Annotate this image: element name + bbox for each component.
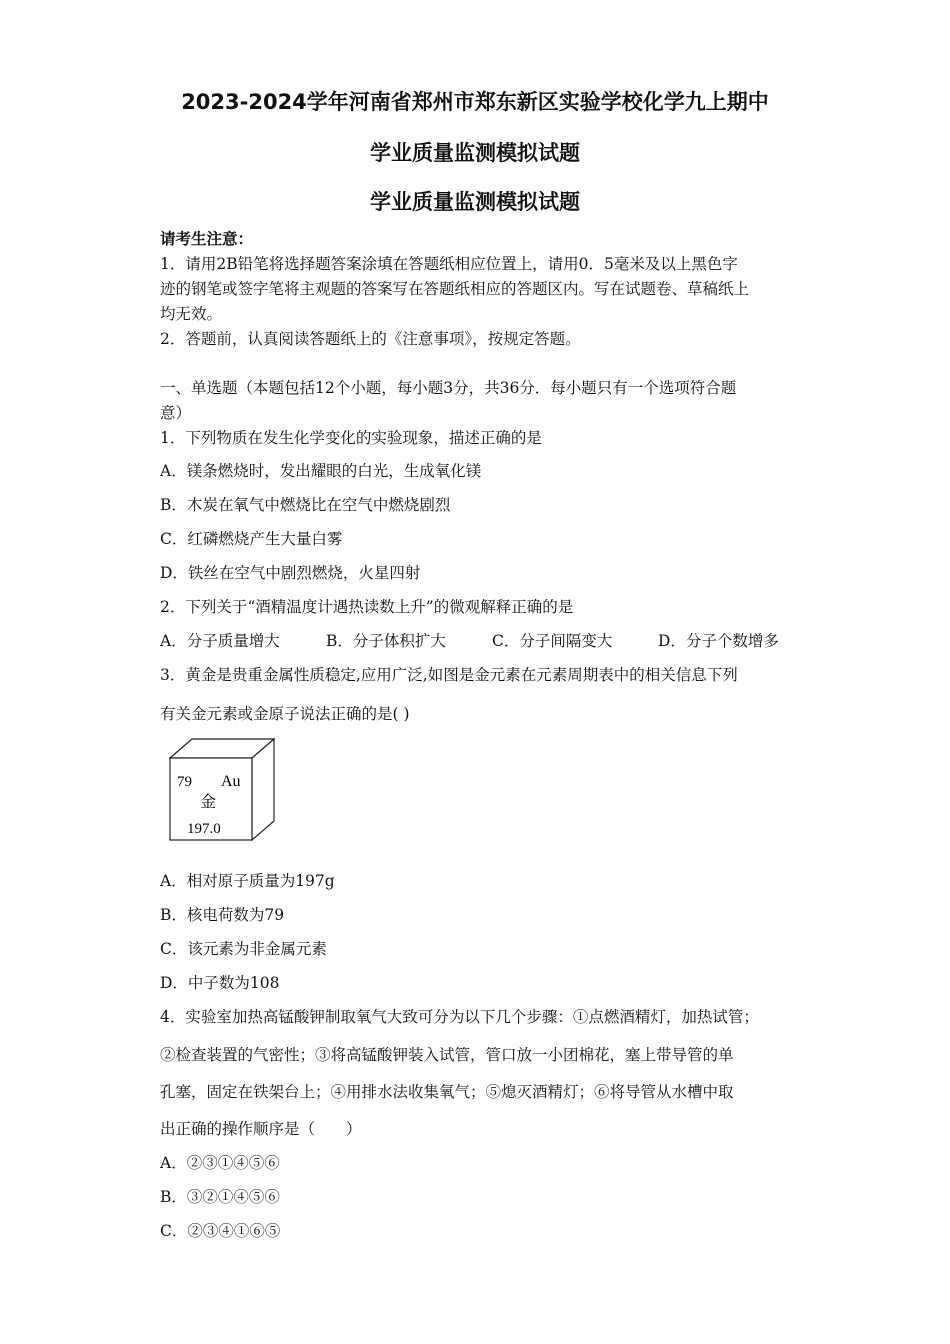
notice-item-1-line-1: 1．请用2B铅笔将选择题答案涂填在答题纸相应位置上，请用0．5毫米及以上黑色字 <box>160 255 738 273</box>
q4-stem-line-4: 出正确的操作顺序是（ ） <box>160 1120 362 1138</box>
notice-item-1-line-3: 均无效。 <box>160 305 223 323</box>
q3-option-c: C．该元素为非金属元素 <box>160 940 327 958</box>
q4-option-c: C．②③④①⑥⑤ <box>160 1222 281 1240</box>
q2-option-d: D．分子个数增多 <box>658 632 779 650</box>
q2-option-b: B．分子体积扩大 <box>326 632 446 650</box>
element-card-gold <box>160 736 280 844</box>
q2-option-c: C．分子间隔变大 <box>492 632 613 650</box>
notice-item-2: 2．答题前，认真阅读答题纸上的《注意事项》，按规定答题。 <box>160 330 581 348</box>
q4-option-a: A．②③①④⑤⑥ <box>160 1154 280 1172</box>
q1-option-b: B．木炭在氧气中燃烧比在空气中燃烧剧烈 <box>160 496 451 514</box>
q4-option-b: B．③②①④⑤⑥ <box>160 1188 280 1206</box>
q3-stem-line-1: 3．黄金是贵重金属性质稳定,应用广泛,如图是金元素在元素周期表中的相关信息下列 <box>160 666 738 684</box>
q3-option-d: D．中子数为108 <box>160 974 280 992</box>
element-symbol: Au <box>221 773 241 790</box>
q1-stem: 1．下列物质在发生化学变化的实验现象，描述正确的是 <box>160 429 542 447</box>
q3-option-b: B．核电荷数为79 <box>160 906 285 924</box>
q4-stem-line-2: ②检查装置的气密性；③将高锰酸钾装入试管，管口放一小团棉花，塞上带导管的单 <box>160 1046 734 1064</box>
q2-options <box>160 629 779 651</box>
q4-stem-line-1: 4．实验室加热高锰酸钾制取氧气大致可分为以下几个步骤：①点燃酒精灯，加热试管； <box>160 1008 759 1026</box>
q3-stem-line-2: 有关金元素或金原子说法正确的是( ) <box>160 705 410 723</box>
q4-stem-line-3: 孔塞，固定在铁架台上；④用排水法收集氧气；⑤熄灭酒精灯；⑥将导管从水槽中取 <box>160 1083 734 1101</box>
q1-option-d: D．铁丝在空气中剧烈燃烧，火星四射 <box>160 564 421 582</box>
notice-item-1-line-2: 迹的钢笔或签字笔将主观题的答案写在答题纸相应的答题区内。写在试题卷、草稿纸上 <box>160 280 750 298</box>
element-atomic-mass: 197.0 <box>187 821 221 837</box>
q2-stem: 2．下列关于“酒精温度计遇热读数上升”的微观解释正确的是 <box>160 598 574 616</box>
q1-option-c: C．红磷燃烧产生大量白雾 <box>160 530 343 548</box>
page-title: 2023-2024学年河南省郑州市郑东新区实验学校化学九上期中 <box>181 90 769 114</box>
page-subtitle-repeat: 学业质量监测模拟试题 <box>370 190 580 214</box>
element-name: 金 <box>200 792 217 811</box>
q1-option-a: A．镁条燃烧时，发出耀眼的白光，生成氧化镁 <box>160 462 482 480</box>
notice-heading: 请考生注意： <box>160 229 254 248</box>
section-heading-line-2: 意） <box>160 404 192 422</box>
element-atomic-number: 79 <box>177 774 192 790</box>
page-subtitle: 学业质量监测模拟试题 <box>370 141 580 165</box>
element-card-drawing <box>160 736 280 844</box>
section-heading-line-1: 一、单选题（本题包括12个小题，每小题3分，共36分．每小题只有一个选项符合题 <box>160 379 737 397</box>
q3-option-a: A．相对原子质量为197g <box>160 872 335 890</box>
q2-option-a: A．分子质量增大 <box>160 632 280 650</box>
